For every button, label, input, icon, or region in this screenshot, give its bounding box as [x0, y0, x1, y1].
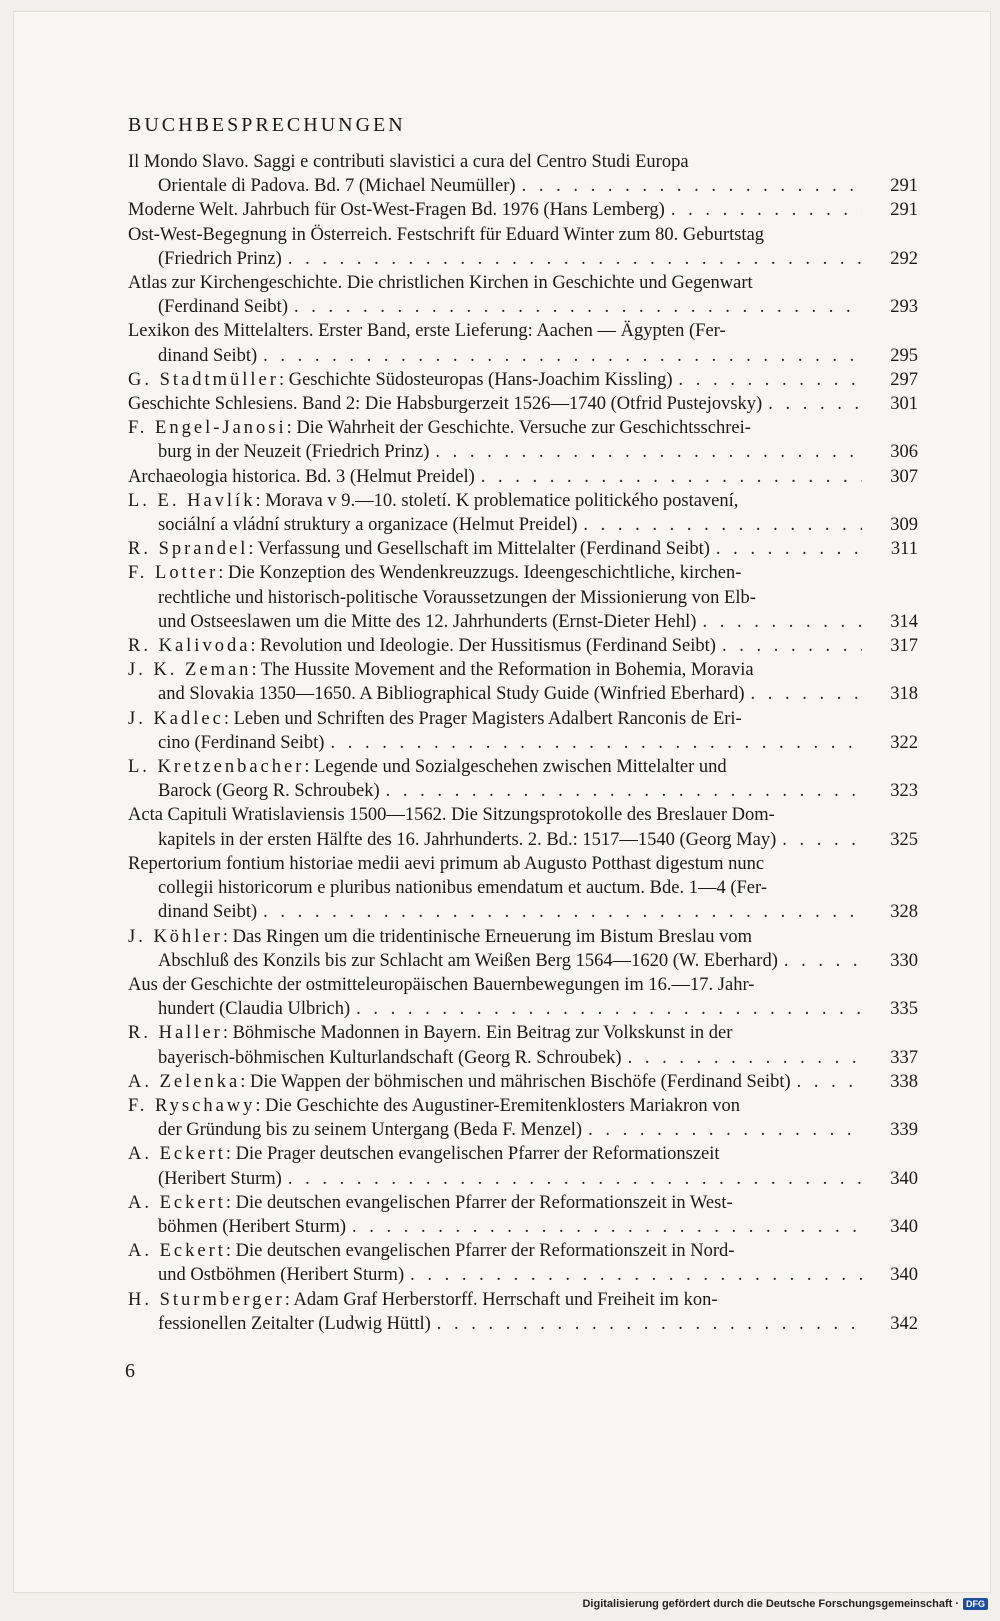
- review-entry: [128, 489, 918, 537]
- dot-leader: [751, 682, 862, 706]
- review-entry-text: [128, 465, 918, 489]
- dot-leader: [437, 1312, 862, 1336]
- review-entry-text: [128, 1239, 918, 1287]
- entry-line: [128, 755, 862, 779]
- page-reference: 295: [890, 345, 918, 366]
- dot-leader: [288, 1167, 862, 1191]
- entry-line-text: [158, 513, 577, 537]
- entry-line: [128, 876, 862, 900]
- entry-line: [128, 537, 862, 561]
- page-reference: 335: [890, 999, 918, 1020]
- entry-line-text: [158, 997, 350, 1021]
- author-name: R. Kalivoda: [128, 636, 251, 657]
- review-entry: [128, 319, 918, 367]
- review-entry: [128, 852, 918, 925]
- page-reference: 330: [890, 950, 918, 971]
- page-reference: 340: [890, 1168, 918, 1189]
- entry-title-text: : Die deutschen evangelischen Pfarrer der Reformationszeit in West-: [225, 1192, 733, 1213]
- review-entry: [128, 925, 918, 973]
- author-name: J. Köhler: [128, 926, 223, 947]
- entry-line: [128, 247, 862, 271]
- dot-leader: [679, 368, 862, 392]
- dot-leader: [356, 997, 862, 1021]
- dot-leader: [702, 610, 862, 634]
- page-reference: 340: [890, 1216, 918, 1237]
- author-name: L. Kretzenbacher: [128, 757, 305, 778]
- page-reference: 306: [890, 442, 918, 463]
- entry-title-text: : Die deutschen evangelischen Pfarrer der Reformationszeit in Nord-: [225, 1241, 735, 1262]
- review-entry: [128, 973, 918, 1021]
- review-entry: [128, 707, 918, 755]
- review-entry-text: [128, 319, 918, 367]
- review-entry-text: [128, 271, 918, 319]
- entry-line-text: [128, 368, 673, 392]
- entry-line-text: [158, 682, 745, 706]
- entry-title-text: der Gründung bis zu seinem Untergang (Beda F. Menzel): [158, 1120, 583, 1141]
- dot-leader: [410, 1263, 862, 1287]
- entry-line-text: [158, 295, 288, 319]
- page-reference: 297: [890, 369, 918, 390]
- review-entry-text: [128, 1288, 918, 1336]
- review-entry: [128, 1094, 918, 1142]
- entry-title-text: burg in der Neuzeit (Friedrich Prinz): [158, 442, 430, 463]
- page-reference: 311: [890, 539, 918, 560]
- entry-line-text: [158, 174, 516, 198]
- entry-line: [128, 489, 862, 513]
- entry-line: [128, 465, 862, 489]
- entry-line: [128, 1046, 862, 1070]
- entry-line: [128, 344, 862, 368]
- entry-line-text: [158, 1312, 431, 1336]
- entry-line: [128, 1142, 862, 1166]
- page-reference: 291: [890, 176, 918, 197]
- entry-title-text: dinand Seibt): [158, 345, 258, 366]
- review-entry-text: [128, 368, 918, 392]
- review-entry: [128, 392, 918, 416]
- credit-text: Digitalisierung gefördert durch die Deutsche Forschungsgemeinschaft ·: [582, 1598, 959, 1610]
- entry-line: [128, 803, 862, 827]
- entry-line-text: [158, 1046, 622, 1070]
- entry-line: [128, 1239, 862, 1263]
- dot-leader: [352, 1215, 862, 1239]
- entry-line: [128, 1263, 862, 1287]
- entry-title-text: : The Hussite Movement and the Reformation in Bohemia, Moravia: [251, 660, 754, 681]
- review-entry: [128, 465, 918, 489]
- entry-line: [128, 997, 862, 1021]
- entry-line: [128, 416, 862, 440]
- entry-title-text: (Heribert Sturm): [158, 1168, 282, 1189]
- entry-title-text: Aus der Geschichte der ostmitteleuropäischen Bauernbewegungen im 16.—17. Jahr-: [128, 974, 755, 995]
- author-name: R. Sprandel: [128, 539, 249, 560]
- entry-line-text: [128, 537, 710, 561]
- page-reference: 339: [890, 1120, 918, 1141]
- review-entry: [128, 1021, 918, 1069]
- author-name: F. Ryschawy: [128, 1095, 256, 1116]
- author-name: J. Kadlec: [128, 708, 224, 729]
- author-name: A. Eckert: [128, 1241, 226, 1262]
- dot-leader: [784, 949, 862, 973]
- entry-line: [128, 1021, 862, 1045]
- entry-line: [128, 561, 862, 585]
- dot-leader: [263, 344, 862, 368]
- review-entry: [128, 561, 918, 634]
- entry-title-text: : Die Geschichte des Augustiner-Eremitenklosters Mariakron von: [255, 1095, 741, 1116]
- page-reference: 342: [890, 1313, 918, 1334]
- entry-line: [128, 682, 862, 706]
- entry-title-text: rechtliche und historisch-politische Voraussetzungen der Missionierung von Elb-: [158, 587, 756, 608]
- page-reference: 338: [890, 1071, 918, 1092]
- review-entry: [128, 198, 918, 222]
- entry-line: [128, 392, 862, 416]
- dot-leader: [386, 779, 862, 803]
- entry-title-text: sociální a vládní struktury a organizace (Helmut Preidel): [158, 515, 578, 536]
- entry-line: [128, 198, 862, 222]
- entry-title-text: bayerisch-böhmischen Kulturlandschaft (Georg R. Schroubek): [158, 1047, 622, 1068]
- entry-line-text: [158, 1118, 582, 1142]
- entry-line: [128, 1288, 862, 1312]
- author-name: F. Lotter: [128, 563, 219, 584]
- entry-line: [128, 658, 862, 682]
- dot-leader: [768, 392, 862, 416]
- entry-title-text: (Ferdinand Seibt): [158, 297, 288, 318]
- digitization-credit: [582, 1598, 988, 1610]
- review-entry: [128, 1239, 918, 1287]
- page-reference: 291: [890, 200, 918, 221]
- entry-title-text: : Die Prager deutschen evangelischen Pfarrer der Reformationszeit: [225, 1144, 720, 1165]
- entry-title-text: und Ostböhmen (Heribert Sturm): [158, 1265, 405, 1286]
- page-reference: 340: [890, 1265, 918, 1286]
- dot-leader: [782, 828, 862, 852]
- entry-line-text: [128, 634, 716, 658]
- review-entry-text: [128, 392, 918, 416]
- dot-leader: [294, 295, 862, 319]
- entry-title-text: : Geschichte Südosteuropas (Hans-Joachim Kissling): [278, 369, 673, 390]
- entry-title-text: : Revolution und Ideologie. Der Hussitismus (Ferdinand Seibt): [250, 636, 716, 657]
- page-reference: 317: [890, 636, 918, 657]
- entry-line-text: [158, 828, 776, 852]
- entry-title-text: dinand Seibt): [158, 902, 258, 923]
- entry-title-text: Ost-West-Begegnung in Österreich. Festschrift für Eduard Winter zum 80. Geburtstag: [128, 224, 765, 245]
- entry-line: [128, 1312, 862, 1336]
- entry-title-text: : Die Konzeption des Wendenkreuzzugs. Ideengeschichtliche, kirchen-: [218, 563, 742, 584]
- entry-line: [128, 271, 862, 295]
- entry-title-text: Atlas zur Kirchengeschichte. Die christlichen Kirchen in Geschichte und Gegenwart: [128, 273, 753, 294]
- page-reference: 323: [890, 781, 918, 802]
- entry-title-text: Moderne Welt. Jahrbuch für Ost-West-Fragen Bd. 1976 (Hans Lemberg): [128, 200, 665, 221]
- page-reference: 337: [890, 1047, 918, 1068]
- entry-line: [128, 1167, 862, 1191]
- entry-line-text: [158, 779, 380, 803]
- review-entry: [128, 1070, 918, 1094]
- entry-title-text: collegii historicorum e pluribus nationibus emendatum et auctum. Bde. 1—4 (Fer-: [158, 878, 767, 899]
- entry-title-text: : Verfassung und Gesellschaft im Mittelalter (Ferdinand Seibt): [248, 539, 710, 560]
- dot-leader: [481, 465, 862, 489]
- review-entry-text: [128, 803, 918, 851]
- page-reference: 293: [890, 297, 918, 318]
- page-reference: 292: [890, 248, 918, 269]
- entry-line: [128, 440, 862, 464]
- entry-line: [128, 634, 862, 658]
- entry-line: [128, 973, 862, 997]
- entry-title-text: : Morava v 9.—10. století. K problematice politického postavení,: [255, 490, 739, 511]
- review-entry: [128, 634, 918, 658]
- section-heading: BUCHBESPRECHUNGEN: [128, 114, 406, 136]
- entry-line-text: [158, 247, 282, 271]
- review-entry-text: [128, 1070, 918, 1094]
- entry-line: [128, 731, 862, 755]
- review-entry: [128, 1191, 918, 1239]
- author-name: J. K. Zeman: [128, 660, 252, 681]
- review-entry: [128, 537, 918, 561]
- entry-title-text: Lexikon des Mittelalters. Erster Band, erste Lieferung: Aachen — Ägypten (Fer-: [128, 321, 726, 342]
- review-entry: [128, 658, 918, 706]
- dot-leader: [435, 440, 862, 464]
- review-entry-text: [128, 198, 918, 222]
- entry-line: [128, 513, 862, 537]
- review-entry-text: [128, 925, 918, 973]
- entry-title-text: böhmen (Heribert Sturm): [158, 1216, 347, 1237]
- entry-title-text: : Böhmische Madonnen in Bayern. Ein Beitrag zur Volkskunst in der: [222, 1023, 733, 1044]
- entry-line: [128, 586, 862, 610]
- page-number: 6: [125, 1360, 135, 1382]
- review-entry-text: [128, 755, 918, 803]
- entry-line: [128, 925, 862, 949]
- entry-title-text: Archaeologia historica. Bd. 3 (Helmut Preidel): [128, 466, 475, 487]
- author-name: G. Stadtmüller: [128, 369, 279, 390]
- review-entry-text: [128, 707, 918, 755]
- review-entry: [128, 803, 918, 851]
- entry-line: [128, 900, 862, 924]
- review-entry-text: [128, 1094, 918, 1142]
- entry-line: [128, 1118, 862, 1142]
- review-entry-text: [128, 973, 918, 1021]
- review-entry: [128, 1288, 918, 1336]
- entry-line: [128, 949, 862, 973]
- page-reference: 325: [890, 829, 918, 850]
- dot-leader: [722, 634, 862, 658]
- entry-line: [128, 1191, 862, 1215]
- page-reference: 328: [890, 902, 918, 923]
- page-reference: 307: [890, 466, 918, 487]
- entry-line-text: [158, 440, 429, 464]
- entry-title-text: Barock (Georg R. Schroubek): [158, 781, 380, 802]
- review-entry: [128, 1142, 918, 1190]
- page-reference: 314: [890, 611, 918, 632]
- entry-line-text: [158, 1215, 346, 1239]
- entry-title-text: : Leben und Schriften des Prager Magisters Adalbert Ranconis de Eri-: [223, 708, 742, 729]
- page-reference: 322: [890, 732, 918, 753]
- review-entry-text: [128, 561, 918, 634]
- author-name: L. E. Havlík: [128, 490, 256, 511]
- review-entry: [128, 416, 918, 464]
- dot-leader: [522, 174, 862, 198]
- review-entry: [128, 755, 918, 803]
- entry-line: [128, 610, 862, 634]
- entry-title-text: : Die Wappen der böhmischen und mährischen Bischöfe (Ferdinand Seibt): [240, 1071, 791, 1092]
- entry-line-text: [158, 900, 257, 924]
- review-entry: [128, 150, 918, 198]
- review-entry-text: [128, 852, 918, 925]
- dot-leader: [716, 537, 862, 561]
- review-entry-text: [128, 634, 918, 658]
- entry-line: [128, 174, 862, 198]
- review-entry-text: [128, 537, 918, 561]
- review-entry: [128, 271, 918, 319]
- entry-line-text: [158, 949, 778, 973]
- entry-title-text: Geschichte Schlesiens. Band 2: Die Habsburgerzeit 1526—1740 (Otfrid Pustejovsky): [128, 394, 763, 415]
- entry-line: [128, 1215, 862, 1239]
- page-reference: 318: [890, 684, 918, 705]
- entry-line-text: [158, 731, 324, 755]
- entry-title-text: cino (Ferdinand Seibt): [158, 732, 325, 753]
- dot-leader: [288, 247, 862, 271]
- dot-leader: [671, 198, 862, 222]
- review-list: [128, 150, 918, 1336]
- entry-line: [128, 368, 862, 392]
- entry-title-text: : Legende und Sozialgeschehen zwischen Mittelalter und: [304, 757, 727, 778]
- entry-line: [128, 707, 862, 731]
- dot-leader: [330, 731, 862, 755]
- review-entry: [128, 368, 918, 392]
- review-entry-text: [128, 658, 918, 706]
- dot-leader: [588, 1118, 862, 1142]
- author-name: A. Zelenka: [128, 1071, 241, 1092]
- entry-title-text: Abschluß des Konzils bis zur Schlacht am Weißen Berg 1564—1620 (W. Eberhard): [158, 950, 778, 971]
- dfg-logo: DFG: [963, 1598, 988, 1610]
- entry-title-text: (Friedrich Prinz): [158, 248, 282, 269]
- entry-title-text: fessionellen Zeitalter (Ludwig Hüttl): [158, 1313, 431, 1334]
- entry-title-text: und Ostseeslawen um die Mitte des 12. Jahrhunderts (Ernst-Dieter Hehl): [158, 611, 697, 632]
- entry-title-text: and Slovakia 1350—1650. A Bibliographical Study Guide (Winfried Eberhard): [158, 684, 745, 705]
- entry-line: [128, 223, 862, 247]
- review-entry-text: [128, 223, 918, 271]
- entry-line: [128, 295, 862, 319]
- entry-title-text: kapitels in der ersten Hälfte des 16. Jahrhunderts. 2. Bd.: 1517—1540 (Georg May): [158, 829, 777, 850]
- entry-line-text: [128, 1070, 791, 1094]
- entry-title-text: : Die Wahrheit der Geschichte. Versuche zur Geschichtsschrei-: [286, 418, 751, 439]
- entry-line: [128, 319, 862, 343]
- entry-title-text: Acta Capituli Wratislaviensis 1500—1562. Die Sitzungsprotokolle des Breslauer Dom-: [128, 805, 775, 826]
- entry-title-text: : Adam Graf Herberstorff. Herrschaft und Freiheit im kon-: [284, 1289, 718, 1310]
- entry-line: [128, 852, 862, 876]
- page-reference: 309: [890, 515, 918, 536]
- review-entry-text: [128, 1191, 918, 1239]
- entry-line-text: [158, 1167, 282, 1191]
- entry-title-text: hundert (Claudia Ulbrich): [158, 999, 351, 1020]
- entry-line-text: [158, 344, 257, 368]
- entry-line-text: [158, 610, 696, 634]
- author-name: A. Eckert: [128, 1144, 226, 1165]
- entry-title-text: : Das Ringen um die tridentinische Erneuerung im Bistum Breslau vom: [222, 926, 753, 947]
- entry-line-text: [128, 198, 665, 222]
- review-entry-text: [128, 416, 918, 464]
- dot-leader: [797, 1070, 862, 1094]
- review-entry-text: [128, 150, 918, 198]
- page-reference: 301: [890, 394, 918, 415]
- entry-title-text: Repertorium fontium historiae medii aevi primum ab Augusto Potthast digestum nunc: [128, 853, 765, 874]
- dot-leader: [628, 1046, 862, 1070]
- author-name: R. Haller: [128, 1023, 223, 1044]
- review-entry: [128, 223, 918, 271]
- entry-line: [128, 1070, 862, 1094]
- dot-leader: [263, 900, 862, 924]
- author-name: H. Sturmberger: [128, 1289, 285, 1310]
- review-entry-text: [128, 1142, 918, 1190]
- entry-line-text: [128, 392, 762, 416]
- review-entry-text: [128, 489, 918, 537]
- entry-line: [128, 1094, 862, 1118]
- review-entry-text: [128, 1021, 918, 1069]
- entry-title-text: Orientale di Padova. Bd. 7 (Michael Neumüller): [158, 176, 516, 197]
- entry-line: [128, 828, 862, 852]
- entry-line: [128, 150, 862, 174]
- dot-leader: [583, 513, 862, 537]
- entry-line-text: [128, 465, 475, 489]
- entry-title-text: Il Mondo Slavo. Saggi e contributi slavistici a cura del Centro Studi Europa: [128, 152, 689, 172]
- author-name: A. Eckert: [128, 1192, 226, 1213]
- entry-line-text: [158, 1263, 404, 1287]
- author-name: F. Engel-Janosi: [128, 418, 287, 439]
- entry-line: [128, 779, 862, 803]
